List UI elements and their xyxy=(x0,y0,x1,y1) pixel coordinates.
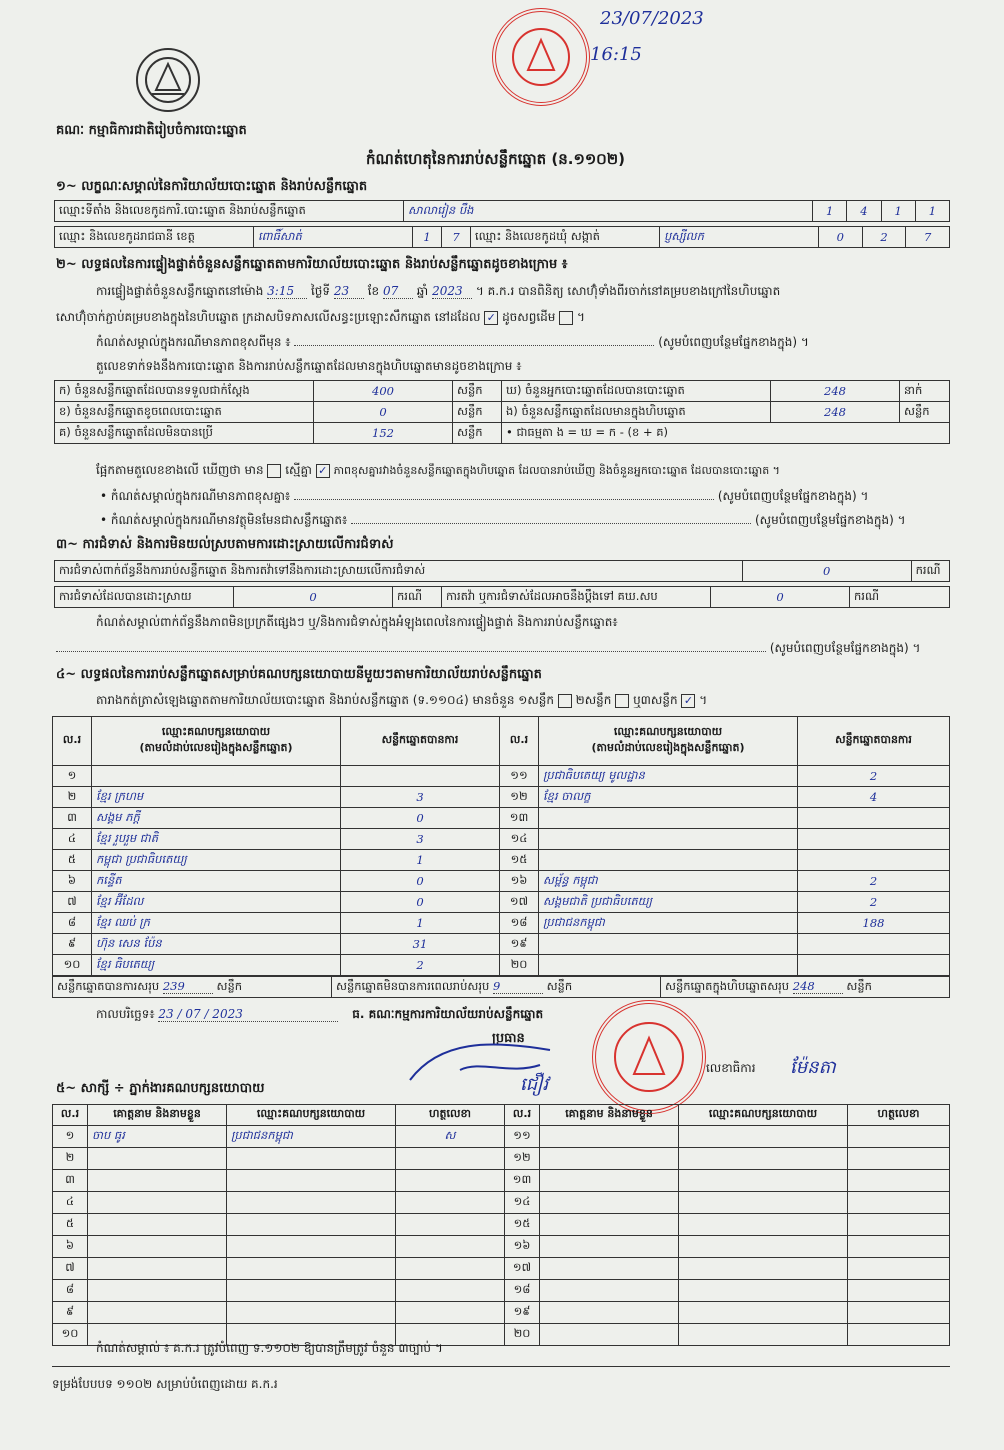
result-votes: 2 xyxy=(798,871,950,892)
witness-party xyxy=(679,1214,848,1236)
witness-row xyxy=(53,1170,950,1192)
result-no: ៦ xyxy=(53,871,92,892)
result-party xyxy=(539,850,798,871)
footnote: កំណត់សម្គាល់ ៖ គ.ក.រ ត្រូវបំពេញ ទ.១១០២ ឱ្យបានត្រឹមត្រូវ ចំនួន ៣ច្បាប់ ។ xyxy=(96,1341,443,1355)
section4-title: ៤~ លទ្ធផលនៃការរាប់សន្លឹកឆ្នោតសម្រាប់គណបក្សនយោបាយនីមួយៗតាមការិយាល័យរាប់សន្លឹកឆ្នោត xyxy=(56,667,542,682)
office-code-4: 1 xyxy=(915,201,949,222)
kho-label: ឃ) ចំនួនអ្នកបោះឆ្នោតដែលបានបោះឆ្នោត xyxy=(502,381,771,402)
witness-name xyxy=(540,1258,679,1280)
witness-party xyxy=(227,1170,396,1192)
result-row xyxy=(53,766,950,787)
witness-party xyxy=(227,1280,396,1302)
tally-sheet-line: តារាងកត់ត្រាសំឡេងឆ្នោតតាមការិយាល័យបោះឆ្នោត និងរាប់សន្លឹកឆ្នោត (ទ.១១០៤) មានចំនួន ១សន្លឹក ២សន្លឹក ឬ៣សន្លឹក ✓ ។ xyxy=(96,693,708,707)
kho-value: 248 xyxy=(771,381,900,402)
result-no: ១៥ xyxy=(500,850,539,871)
stamp-date: 23/07/2023 xyxy=(600,8,704,29)
official-stamp-top xyxy=(492,8,590,106)
witness-signature xyxy=(396,1258,505,1280)
province-code-2: 7 xyxy=(442,227,471,248)
verify-day: 23 xyxy=(334,284,364,299)
witness-signature xyxy=(848,1192,950,1214)
result-no: ១១ xyxy=(500,766,539,787)
witness-name xyxy=(88,1280,227,1302)
witness-name xyxy=(540,1148,679,1170)
result-votes xyxy=(798,850,950,871)
result-votes xyxy=(798,829,950,850)
irregularity-note: កំណត់សម្គាល់ពាក់ព័ន្ធនឹងភាពមិនប្រក្រតីផ្សេងៗ ឬ/និងការជំទាស់ក្នុងអំឡុងពេលនៃការផ្ទៀងផ្ទាត់ និងការរាប់សន្លឹកឆ្នោត៖ xyxy=(96,615,618,629)
witness-row xyxy=(53,1258,950,1280)
witness-name xyxy=(540,1280,679,1302)
witness-row xyxy=(53,1192,950,1214)
result-party xyxy=(539,808,798,829)
witness-party xyxy=(679,1302,848,1324)
witness-signature xyxy=(848,1236,950,1258)
ngo-label: ង) ចំនួនសន្លឹកឆ្នោតដែលមានក្នុងហិបឆ្នោត xyxy=(502,402,771,423)
result-no: ២ xyxy=(53,787,92,808)
witness-party xyxy=(227,1302,396,1324)
witness-party xyxy=(227,1214,396,1236)
result-row xyxy=(53,913,950,934)
witness-name xyxy=(88,1302,227,1324)
witness-no: ៤ xyxy=(53,1192,88,1214)
witness-party xyxy=(679,1258,848,1280)
verify-line-2: សោហ៊ុំចាក់ភ្ជាប់គម្របខាងក្នុងនៃហិបឆ្នោត ក្រដាសបិទភាសលើសន្ធះប្រឡោះសឹកឆ្នោត នៅដដែល ✓ ដូចសព្វដើម ។ xyxy=(56,310,585,324)
ko-label: គ) ចំនួនសន្លឹកឆ្នោតដែលមិនបានប្រើ xyxy=(55,423,314,444)
result-party xyxy=(539,955,798,976)
result-no: ១៧ xyxy=(500,892,539,913)
checkbox-difference[interactable]: ✓ xyxy=(316,464,330,478)
result-no: ២០ xyxy=(500,955,539,976)
witness-party xyxy=(679,1280,848,1302)
chair-signature-stroke xyxy=(400,1030,560,1090)
province-code-1: 1 xyxy=(413,227,442,248)
witness-no: ៨ xyxy=(53,1280,88,1302)
result-votes xyxy=(798,955,950,976)
witness-name xyxy=(88,1148,227,1170)
footer-rule xyxy=(52,1366,950,1367)
result-row xyxy=(53,829,950,850)
office-value: សាលារៀន បឹង xyxy=(404,201,813,222)
location-table xyxy=(54,200,950,222)
result-votes: 0 xyxy=(341,871,500,892)
witness-no: ១២ xyxy=(505,1148,540,1170)
witness-signature xyxy=(848,1324,950,1346)
commune-code-3: 7 xyxy=(906,227,950,248)
witness-no: ២ xyxy=(53,1148,88,1170)
result-party: ខ្មែរ ក្រហម xyxy=(92,787,341,808)
result-votes: 3 xyxy=(341,829,500,850)
witness-signature xyxy=(848,1258,950,1280)
result-party: ខ្មែរ ឈប់ ក្រ xyxy=(92,913,341,934)
witness-no: ១៥ xyxy=(505,1214,540,1236)
result-no: ១៩ xyxy=(500,934,539,955)
witness-party xyxy=(227,1258,396,1280)
witness-no: ១ xyxy=(53,1126,88,1148)
secretary-signature: ម៉ែនតា xyxy=(790,1057,836,1078)
result-no: ៣ xyxy=(53,808,92,829)
witness-name xyxy=(540,1126,679,1148)
witness-no: ១១ xyxy=(505,1126,540,1148)
province-value: ពោធិ៍សាត់ xyxy=(254,227,413,248)
signing-date: 23 / 07 / 2023 xyxy=(158,1007,338,1022)
section2-title: ២~ លទ្ធផលនៃការផ្ទៀងផ្ទាត់ចំនួនសន្លឹកឆ្នោតតាមការិយាល័យបោះឆ្នោត និងរាប់សន្លឹកឆ្នោតដូចខាងក្រោម ៖ xyxy=(56,257,568,272)
result-party: សង្គម ភក្ដី xyxy=(92,808,341,829)
result-no: ៨ xyxy=(53,913,92,934)
witness-name xyxy=(88,1258,227,1280)
result-party: ប្រជាជនកម្ពុជា xyxy=(539,913,798,934)
witness-name xyxy=(540,1324,679,1346)
bullet-diff: • កំណត់សម្គាល់ក្នុងករណីមានភាពខុសគ្នា៖ (សូមបំពេញបន្ថែមផ្នែកខាងក្នុង) ។ xyxy=(100,489,869,503)
witness-party xyxy=(679,1148,848,1170)
verify-month: 07 xyxy=(383,284,413,299)
committee-emblem xyxy=(136,48,200,112)
result-no: ៥ xyxy=(53,850,92,871)
witness-no: ១៤ xyxy=(505,1192,540,1214)
result-row xyxy=(53,955,950,976)
commune-value: ប្ញស្សីលក xyxy=(660,227,819,248)
witness-party xyxy=(679,1236,848,1258)
witness-signature xyxy=(396,1170,505,1192)
result-party: ខ្មែរ ចាលក្ខ xyxy=(539,787,798,808)
official-stamp-bottom xyxy=(592,1000,706,1114)
result-votes: 1 xyxy=(341,913,500,934)
total-valid: 239 xyxy=(163,979,213,994)
result-party: ហ៊ុន សេន ប៉ែន xyxy=(92,934,341,955)
witness-signature xyxy=(848,1170,950,1192)
results-table: ល.រ ឈ្មោះគណបក្សនយោបាយ (តាមលំដាប់លេខរៀងក្នុងសន្លឹកឆ្នោត) សន្លឹកឆ្នោតបានការ ល.រ ឈ្មោះគណបក្សនយោបាយ (តាមលំដាប់លេខរៀងក្នុងសន្លឹកឆ្នោត) សន្លឹកឆ្នោតបានការ ១ ១១ ប្រជាធិបតេយ្យ មូលដ្ឋាន 2 ២ ខ្មែរ ក្រហម 3 ១២ ខ្មែរ ចាលក្ខ 4 ៣ សង្គម ភក្ដី 0 ១៣ ៤ ខ្មែរ រួបរួម ជាតិ 3 ១៤ ៥ កម្ពុជា ប្រជាធិបតេយ្យ 1 ១៥ ៦ កន្ទើត 0 ១៦ សម្ព័ន្ធ កម្ពុជា 2 ៧ ខ្មែរ អ៊ីដែល 0 ១៧ សង្គមជាតិ ប្រជាធិបតេយ្យ 2 ៨ ខ្មែរ ឈប់ ក្រ 1 ១៨ ប្រជាជនកម្ពុជា 188 ៩ ហ៊ុន សេន ប៉ែន 31 ១៩ ១០ ខ្មែរ ធិបតេយ្យ 2 ២០ xyxy=(52,716,950,976)
witness-name xyxy=(88,1214,227,1236)
commune-code-2: 2 xyxy=(862,227,906,248)
witness-no: ៩ xyxy=(53,1302,88,1324)
result-party: ប្រជាធិបតេយ្យ មូលដ្ឋាន xyxy=(539,766,798,787)
date-line: កាលបរិច្ឆេទ៖ 23 / 07 / 2023 ធ. គណៈកម្មការការិយាល័យរាប់សន្លឹកឆ្នោត xyxy=(96,1007,544,1021)
witness-name xyxy=(88,1236,227,1258)
witness-name xyxy=(540,1236,679,1258)
result-party: កម្ពុជា ប្រជាធិបតេយ្យ xyxy=(92,850,341,871)
result-party: សម្ព័ន្ធ កម្ពុជា xyxy=(539,871,798,892)
verify-line-1: ការផ្ទៀងផ្ទាត់ចំនួនសន្លឹកឆ្នោតនៅម៉ោង 3:15 ថ្ងៃទី 23 ខែ 07 ឆ្នាំ 2023 ។ គ.ក.រ បានពិនិត្យ សោហ៊ុំទាំងពីរចាក់នៅគម្របខាងក្រៅនៃហិបឆ្នោត xyxy=(96,284,781,298)
result-votes xyxy=(341,766,500,787)
section1-title: ១~ លក្ខណៈសម្គាល់នៃការិយាល័យបោះឆ្នោត និងរាប់សន្លឹកឆ្នោត xyxy=(56,179,368,194)
bullet-foreign: • កំណត់សម្គាល់ក្នុងករណីមានវត្ថុមិនមែនជាសន្លឹកឆ្នោត៖ (សូមបំពេញបន្ថែមផ្នែកខាងក្នុង) ។ xyxy=(100,513,906,527)
stamp-time: 16:15 xyxy=(590,44,642,65)
section5-title: ៥~ សាក្សី ÷ ភ្នាក់ងារគណបក្សនយោបាយ xyxy=(56,1081,265,1096)
province-label: ឈ្មោះ និងលេខកូដរាជធានី ខេត្ត xyxy=(55,227,254,248)
checkbox-1sheet[interactable] xyxy=(558,694,572,708)
total-in-box: 248 xyxy=(793,979,843,994)
checkbox-equal[interactable] xyxy=(267,464,281,478)
result-party: សង្គមជាតិ ប្រជាធិបតេយ្យ xyxy=(539,892,798,913)
note-diff-line: កំណត់សម្គាល់ក្នុងករណីមានភាពខុសពីមុន ៖ (សូមបំពេញបន្ថែមផ្នែកខាងក្នុង) ។ xyxy=(96,335,809,349)
witness-no: ១៨ xyxy=(505,1280,540,1302)
witness-signature xyxy=(848,1148,950,1170)
result-no: ១២ xyxy=(500,787,539,808)
office-code-2: 4 xyxy=(847,201,881,222)
result-votes: 31 xyxy=(341,934,500,955)
witness-name xyxy=(540,1192,679,1214)
witness-signature xyxy=(396,1236,505,1258)
witness-party xyxy=(679,1170,848,1192)
witness-party xyxy=(679,1126,848,1148)
totals-table: សន្លឹកឆ្នោតបានការសរុប 239 សន្លឹក សន្លឹកឆ្នោតមិនបានការពេលរាប់សរុប 9 សន្លឹក សន្លឹកឆ្នោតក្នុងហិបឆ្នោតសរុប 248 សន្លឹក xyxy=(52,976,950,998)
result-party xyxy=(539,829,798,850)
witness-party xyxy=(679,1324,848,1346)
chair-label: ប្រធាន xyxy=(492,1031,525,1046)
result-votes: 188 xyxy=(798,913,950,934)
result-votes: 4 xyxy=(798,787,950,808)
result-no: ១០ xyxy=(53,955,92,976)
result-row xyxy=(53,850,950,871)
result-votes: 2 xyxy=(798,766,950,787)
footer-text: ទម្រង់បែបបទ ១១០២ សម្រាប់បំពេញដោយ គ.ក.រ xyxy=(52,1377,278,1391)
witness-name xyxy=(540,1170,679,1192)
witness-no: ១០ xyxy=(53,1324,88,1346)
verify-time: 3:15 xyxy=(267,284,307,299)
office-label: ឈ្មោះទីតាំង និងលេខកូដការិ.បោះឆ្នោត និងរាប់សន្លឹកឆ្នោត xyxy=(55,201,404,222)
witness-row xyxy=(53,1148,950,1170)
witness-row xyxy=(53,1236,950,1258)
witness-no: ៧ xyxy=(53,1258,88,1280)
kha-label: ខ) ចំនួនសន្លឹកឆ្នោតខូចពេលបោះឆ្នោត xyxy=(55,402,314,423)
appeal-label: ការតវ៉ា ឬការជំទាស់ដែលអាចនឹងប្តឹងទៅ គឃ.សប xyxy=(442,587,711,608)
result-votes: 1 xyxy=(341,850,500,871)
commune-label: ឈ្មោះ និងលេខកូដឃុំ សង្កាត់ xyxy=(471,227,660,248)
witness-row xyxy=(53,1126,950,1148)
result-party: ខ្មែរ រួបរួម ជាតិ xyxy=(92,829,341,850)
witness-signature xyxy=(848,1126,950,1148)
commune-code-1: 0 xyxy=(819,227,863,248)
witness-party: ប្រជាជនកម្ពុជា xyxy=(227,1126,396,1148)
witness-signature xyxy=(396,1214,505,1236)
result-row xyxy=(53,892,950,913)
chair-signature: ជឿវ xyxy=(520,1074,549,1095)
resolved-value: 0 xyxy=(234,587,393,608)
ka-label: ក) ចំនួនសន្លឹកឆ្នោតដែលបានទទួលជាក់ស្តែង xyxy=(55,381,314,402)
section3-title: ៣~ ការជំទាស់ និងការមិនយល់ស្របតាមការដោះស្រាយលើការជំទាស់ xyxy=(56,537,394,552)
ko-value: 152 xyxy=(314,423,453,444)
witness-no: ៦ xyxy=(53,1236,88,1258)
witness-signature xyxy=(396,1192,505,1214)
result-party xyxy=(92,766,341,787)
result-row xyxy=(53,808,950,829)
witness-party xyxy=(227,1148,396,1170)
result-no: ១៤ xyxy=(500,829,539,850)
note-figures: តួលេខទាក់ទងនឹងការបោះឆ្នោត និងការរាប់សន្លឹកឆ្នោតដែលមានក្នុងហិបឆ្នោតមានដូចខាងក្រោម ៖ xyxy=(96,359,522,373)
result-no: ៤ xyxy=(53,829,92,850)
witness-name: ចាប ធូរ xyxy=(88,1126,227,1148)
witness-row xyxy=(53,1214,950,1236)
figures-table: ក) ចំនួនសន្លឹកឆ្នោតដែលបានទទួលជាក់ស្តែង 400 សន្លឹក ឃ) ចំនួនអ្នកបោះឆ្នោតដែលបានបោះឆ្នោត 248 នាក់ ខ) ចំនួនសន្លឹកឆ្នោតខូចពេលបោះឆ្នោត 0 សន្លឹក ង) ចំនួនសន្លឹកឆ្នោតដែលមានក្នុងហិបឆ្នោត 248 សន្លឹក គ) ចំនួនសន្លឹកឆ្នោតដែលមិនបានប្រើ 152 សន្លឹក • ជាធម្មតា ង = ឃ = ក - (ខ + គ) xyxy=(54,380,950,444)
result-party: ខ្មែរ ធិបតេយ្យ xyxy=(92,955,341,976)
irregularity-fill: (សូមបំពេញបន្ថែមផ្នែកខាងក្នុង) ។ xyxy=(56,640,946,658)
witness-row xyxy=(53,1280,950,1302)
witness-signature xyxy=(396,1280,505,1302)
result-votes: 0 xyxy=(341,808,500,829)
witness-no: ១៦ xyxy=(505,1236,540,1258)
verify-year: 2023 xyxy=(432,284,472,299)
witness-no: ៣ xyxy=(53,1170,88,1192)
witness-party xyxy=(679,1192,848,1214)
province-table xyxy=(54,226,950,248)
result-party: ខ្មែរ អ៊ីដែល xyxy=(92,892,341,913)
witness-no: ១៩ xyxy=(505,1302,540,1324)
ka-value: 400 xyxy=(314,381,453,402)
kha-value: 0 xyxy=(314,402,453,423)
result-party xyxy=(539,934,798,955)
objection-table: ការជំទាស់ពាក់ព័ន្ធនឹងការរាប់សន្លឹកឆ្នោត និងការតវ៉ាទៅនឹងការដោះស្រាយលើការជំទាស់ 0 ករណី xyxy=(54,560,950,582)
result-no: ១៦ xyxy=(500,871,539,892)
witness-row xyxy=(53,1302,950,1324)
checkbox-3sheet[interactable]: ✓ xyxy=(681,694,695,708)
witness-signature: ស xyxy=(396,1126,505,1148)
resolution-table: ការជំទាស់ដែលបានដោះស្រាយ 0 ករណី ការតវ៉ា ឬការជំទាស់ដែលអាចនឹងប្តឹងទៅ គឃ.សប 0 ករណី xyxy=(54,586,950,608)
witness-no: ១៣ xyxy=(505,1170,540,1192)
checkbox-unchanged[interactable]: ✓ xyxy=(484,311,498,325)
witness-name xyxy=(540,1214,679,1236)
witness-signature xyxy=(848,1280,950,1302)
witness-table: ល.រ គោត្តនាម និងនាមខ្លួន ឈ្មោះគណបក្សនយោបាយ ហត្ថលេខា ល.រ គោត្តនាម និងនាមខ្លួន ឈ្មោះគណបក្សនយោបាយ ហត្ថលេខា ១ ចាប ធូរ ប្រជាជនកម្ពុជា ស ១១ ២ ១២ ៣ ១៣ ៤ ១៤ ៥ ១៥ ៦ ១៦ ៧ ១៧ ៨ ១៨ ៩ ១៩ ១០ ២០ xyxy=(52,1104,950,1346)
result-no: ១ xyxy=(53,766,92,787)
objection-label: ការជំទាស់ពាក់ព័ន្ធនឹងការរាប់សន្លឹកឆ្នោត និងការតវ៉ាទៅនឹងការដោះស្រាយលើការជំទាស់ xyxy=(55,561,743,582)
office-code-1: 1 xyxy=(813,201,847,222)
result-no: ១៣ xyxy=(500,808,539,829)
result-row xyxy=(53,871,950,892)
result-votes: 2 xyxy=(798,892,950,913)
result-no: ៩ xyxy=(53,934,92,955)
witness-name xyxy=(88,1192,227,1214)
witness-party xyxy=(227,1236,396,1258)
checkbox-changed[interactable] xyxy=(559,311,573,325)
checkbox-2sheet[interactable] xyxy=(615,694,629,708)
result-votes: 3 xyxy=(341,787,500,808)
witness-no: ២០ xyxy=(505,1324,540,1346)
committee-label: គណៈ កម្មាធិការជាតិរៀបចំការបោះឆ្នោត xyxy=(56,123,247,138)
result-votes: 2 xyxy=(341,955,500,976)
witness-name xyxy=(88,1170,227,1192)
ngo-value: 248 xyxy=(771,402,900,423)
witness-party xyxy=(227,1192,396,1214)
formula: • ជាធម្មតា ង = ឃ = ក - (ខ + គ) xyxy=(502,423,950,444)
result-votes: 0 xyxy=(341,892,500,913)
total-invalid: 9 xyxy=(493,979,543,994)
witness-signature xyxy=(848,1214,950,1236)
witness-name xyxy=(540,1302,679,1324)
witness-signature xyxy=(848,1302,950,1324)
witness-no: ៥ xyxy=(53,1214,88,1236)
appeal-value: 0 xyxy=(711,587,850,608)
result-party: កន្ទើត xyxy=(92,871,341,892)
result-votes xyxy=(798,808,950,829)
objection-value: 0 xyxy=(742,561,911,582)
result-row xyxy=(53,934,950,955)
witness-signature xyxy=(396,1302,505,1324)
resolved-label: ការជំទាស់ដែលបានដោះស្រាយ xyxy=(55,587,234,608)
result-no: ១៨ xyxy=(500,913,539,934)
check-line: ផ្អែកតាមតួលេខខាងលើ ឃើញថា មាន ស្មើគ្នា ✓ ភាពខុសគ្នារវាងចំនួនសន្លឹកឆ្នោតក្នុងហិបឆ្នោត ដែលបានរាប់ឃើញ និងចំនួនអ្នកបោះឆ្នោត ដែលបានបោះឆ្នោត ។ xyxy=(96,463,780,477)
office-code-3: 1 xyxy=(881,201,915,222)
result-votes xyxy=(798,934,950,955)
witness-signature xyxy=(396,1148,505,1170)
document-title: កំណត់ហេតុនៃការរាប់សន្លឹកឆ្នោត (ន.១១០២) xyxy=(366,150,626,168)
secretary-label: លេខាធិការ xyxy=(706,1061,756,1075)
result-row xyxy=(53,787,950,808)
witness-no: ១៧ xyxy=(505,1258,540,1280)
result-no: ៧ xyxy=(53,892,92,913)
